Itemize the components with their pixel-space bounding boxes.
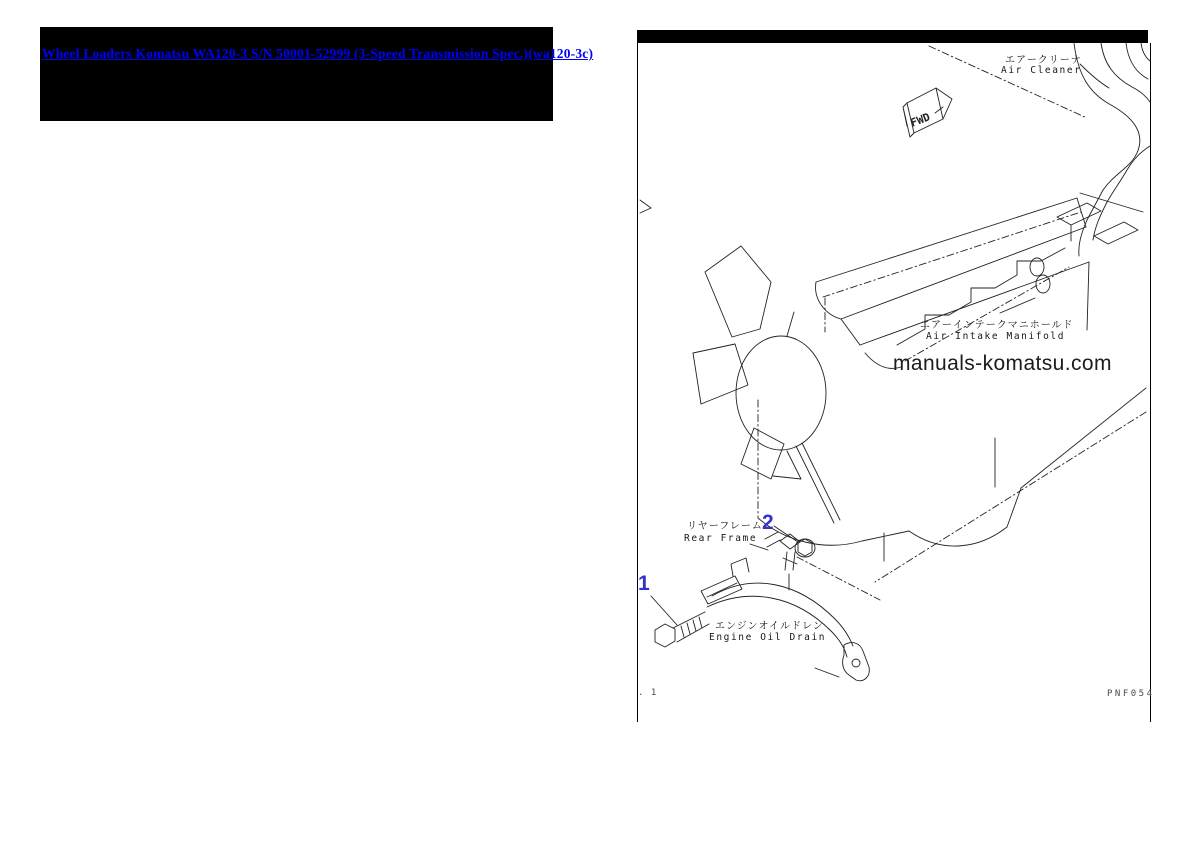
fwd-arrow [903, 88, 952, 137]
label-air-cleaner-jp: エアークリーナ [1005, 55, 1082, 66]
cooling-fan [693, 246, 840, 523]
label-rear-frame-jp: リヤーフレーム [687, 521, 763, 532]
page-ref: . 1 [638, 688, 658, 698]
oil-pan-and-frame [758, 388, 1146, 582]
label-air-intake-manifold-en: Air Intake Manifold [926, 331, 1066, 342]
engine-oil-drain-assembly [655, 532, 880, 681]
callout-2[interactable]: 2 [762, 511, 774, 534]
label-air-cleaner-en: Air Cleaner [1001, 65, 1082, 76]
breadcrumb-link[interactable]: Wheel Loaders Komatsu WA120-3 S/N 50001-52999 (3-Speed Transmission Spec.)(wa120-3c) [42, 46, 594, 61]
label-engine-oil-drain-en: Engine Oil Drain [709, 632, 827, 643]
header-bar [40, 27, 594, 121]
site-watermark: manuals-komatsu.com [893, 352, 1112, 375]
label-rear-frame-en: Rear Frame [684, 533, 758, 544]
label-air-intake-manifold-jp: エアーインテークマニホールド [920, 320, 1074, 331]
label-engine-oil-drain-jp: エンジンオイルドレン [715, 621, 824, 632]
air-cleaner-body [1080, 43, 1150, 88]
fwd-arrow-label: FWD [908, 110, 932, 130]
plate-code: PNF054 [1107, 689, 1155, 699]
callout-1[interactable]: 1 [638, 572, 650, 595]
air-intake-duct [1030, 43, 1150, 293]
left-edge-mark [640, 200, 651, 213]
parts-diagram-sheet [637, 30, 1154, 725]
